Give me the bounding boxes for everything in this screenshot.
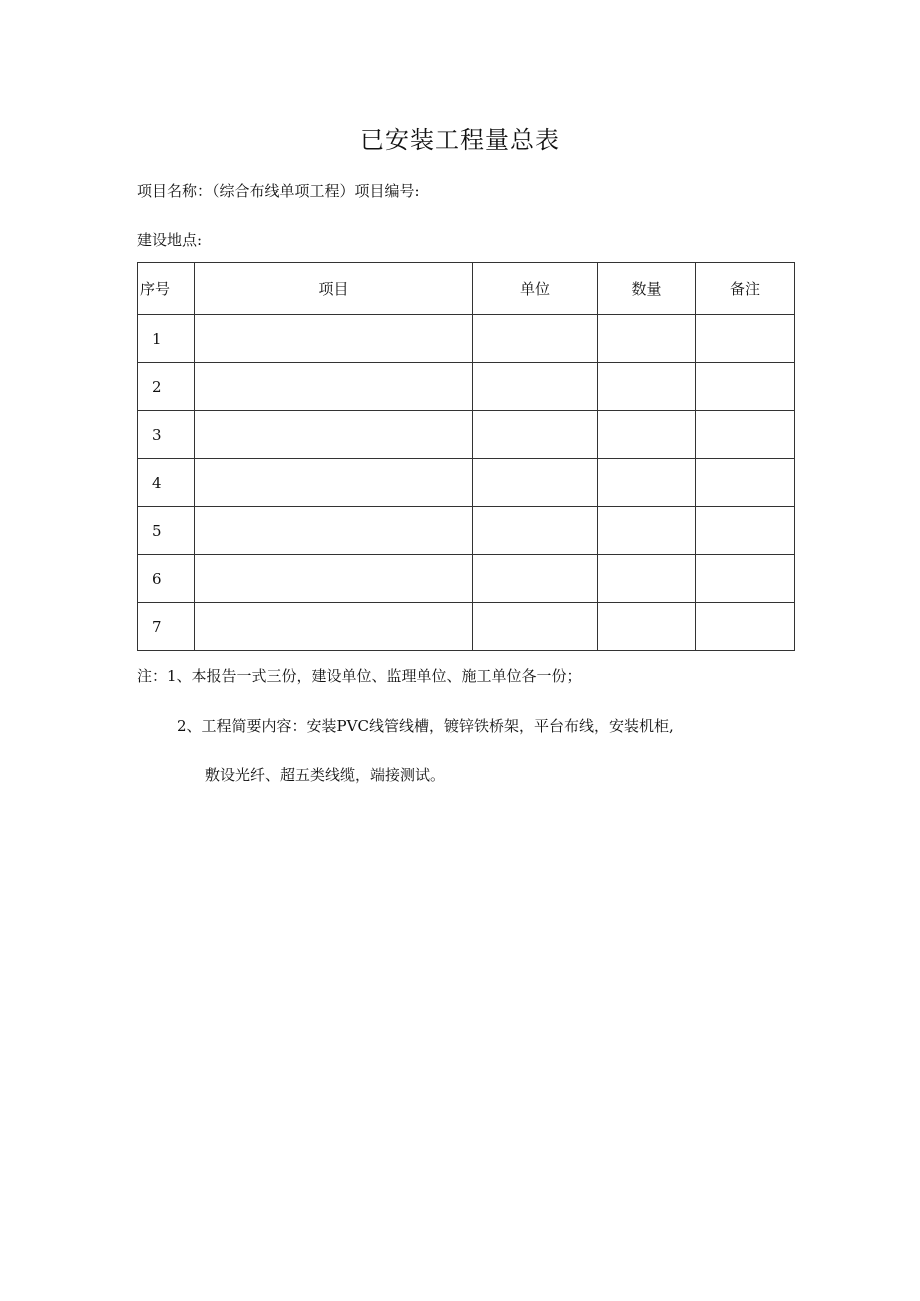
- table-row: [138, 555, 795, 603]
- note-scope-continued: 敷设光纤、超五类线缆，端接测试。: [205, 766, 446, 784]
- row-number: 7: [138, 603, 195, 651]
- item-cell: [195, 603, 473, 651]
- quantity-cell: [598, 363, 696, 411]
- quantity-table: [137, 262, 795, 651]
- remark-cell: [696, 363, 795, 411]
- quantity-cell: [598, 507, 696, 555]
- table-header-row: [138, 263, 795, 315]
- row-number: 2: [138, 363, 195, 411]
- header-serial-number: 序号: [138, 263, 195, 315]
- item-cell: [195, 459, 473, 507]
- table-row: [138, 411, 795, 459]
- unit-cell: [473, 555, 598, 603]
- item-cell: [195, 507, 473, 555]
- unit-cell: [473, 507, 598, 555]
- quantity-cell: [598, 555, 696, 603]
- row-number: 1: [138, 315, 195, 363]
- table-row: [138, 459, 795, 507]
- remark-cell: [696, 411, 795, 459]
- note-scope: 2、工程简要内容：安装PVC线管线槽，镀锌铁桥架，平台布线，安装机柜,: [177, 717, 674, 735]
- table-row: [138, 507, 795, 555]
- item-cell: [195, 315, 473, 363]
- unit-cell: [473, 459, 598, 507]
- header-unit: 单位: [473, 263, 598, 315]
- row-number: 4: [138, 459, 195, 507]
- header-item: 项目: [195, 263, 473, 315]
- item-cell: [195, 411, 473, 459]
- item-cell: [195, 555, 473, 603]
- header-remark: 备注: [696, 263, 795, 315]
- quantity-cell: [598, 603, 696, 651]
- remark-cell: [696, 315, 795, 363]
- remark-cell: [696, 603, 795, 651]
- unit-cell: [473, 603, 598, 651]
- remark-cell: [696, 459, 795, 507]
- page-title: 已安装工程量总表: [360, 126, 560, 154]
- unit-cell: [473, 363, 598, 411]
- quantity-cell: [598, 459, 696, 507]
- row-number: 6: [138, 555, 195, 603]
- project-info-line: 项目名称：（综合布线单项工程）项目编号:: [137, 182, 420, 200]
- table-row: [138, 363, 795, 411]
- unit-cell: [473, 315, 598, 363]
- unit-cell: [473, 411, 598, 459]
- construction-site-line: 建设地点:: [137, 231, 203, 249]
- item-cell: [195, 363, 473, 411]
- quantity-cell: [598, 315, 696, 363]
- note-copies: 注：1、本报告一式三份，建设单位、监理单位、施工单位各一份；: [137, 667, 582, 685]
- remark-cell: [696, 507, 795, 555]
- remark-cell: [696, 555, 795, 603]
- row-number: 5: [138, 507, 195, 555]
- quantity-cell: [598, 411, 696, 459]
- row-number: 3: [138, 411, 195, 459]
- table-row: [138, 315, 795, 363]
- header-quantity: 数量: [598, 263, 696, 315]
- table-row: [138, 603, 795, 651]
